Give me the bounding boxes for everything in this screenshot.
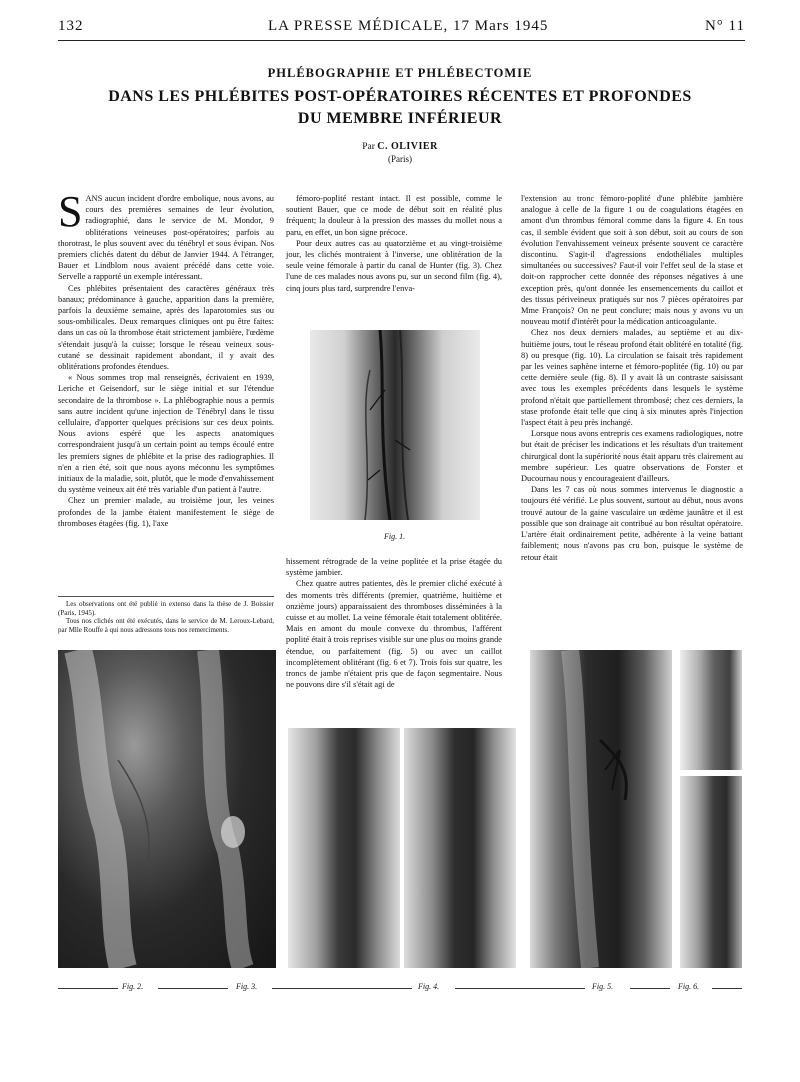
- caption-rule: [712, 988, 742, 989]
- column-2-continued: [286, 556, 502, 690]
- figure-1-radiograph: [310, 330, 480, 520]
- figure-2-radiograph: [58, 650, 276, 968]
- col1-paragraph-4: Chez un premier malade, au troisième jour, les veines profondes de la jambe étaient manifestement le siège de thromboses étagées (fig. 1), l'axe: [58, 496, 274, 528]
- figure-3-caption: Fig. 3.: [236, 982, 258, 991]
- figure-2-caption: Fig. 2.: [122, 982, 144, 991]
- col3-paragraph-3: Lorsque nous avons entrepris ces examens radiologiques, notre but était de préciser les indications et les résultats d'un traitement chirurgical dont la supériorité nous était apparu très clairement au membre supérieur. Les quatre observations de Forster et Ducournau nous y encourageaient d'ailleurs.: [521, 429, 743, 484]
- footnote-2: Tous nos clichés ont été exécutés, dans le service de M. Leroux-Lebard, par Mlle Rouffe à qui nous adressons tous nos remerciments.: [58, 617, 274, 634]
- figure-6-radiograph-top: [680, 650, 742, 770]
- column-3: [521, 193, 743, 563]
- col2-paragraph-3: hissement rétrograde de la veine poplitée et la prise étagée du système jambier.: [286, 557, 502, 578]
- caption-rule: [630, 988, 670, 989]
- col3-paragraph-4: Dans les 7 cas où nous sommes intervenus le diagnostic a toujours été vérifié. Le plus souvent, surtout au début, nous avons trouvé autour de la gaine vasculaire un œdème jaunâtre et il est possible que son drainage ait contribué au bon résultat opératoire. L'artère était ordinairement petite, adhérente à la veine battant faiblement; nous n'avons pas cru bon, puisque le système de retour était: [521, 485, 743, 562]
- journal-name: LA PRESSE MÉDICALE, 17 Mars 1945: [268, 18, 549, 34]
- figure-1-caption: Fig. 1.: [384, 532, 406, 541]
- col2-paragraph-4: Chez quatre autres patientes, dès le premier cliché exécuté à des moments très différents (premier, quatrième, huitième et onzième jours) apparaissaient des thromboses disséminées à la cuisse et au mollet. La veine fémorale était totalement oblitérée. Mais en amont du moule convexe du thrombus, l'afférent poplité était à trois reprises visible sur une plus ou moins grande étendue, ou parfaitement (fig. 5) ou avec un caillot incomplètement oblitérant (fig. 6 et 7). Trois fois sur quatre, les troncs de jambe n'étaient pris que de façon segmentaire. Nous ne pouvons dire s'il s'était agi de: [286, 579, 502, 690]
- figure-3-radiograph: [288, 728, 400, 968]
- column-1: [58, 187, 274, 529]
- issue-number: N° 11: [704, 18, 745, 34]
- column-2: [286, 193, 502, 294]
- author-name: C. OLIVIER: [377, 141, 438, 152]
- caption-rule: [158, 988, 228, 989]
- byline: [0, 141, 800, 152]
- col3-paragraph-2: Chez nos deux derniers malades, au septième et au dix-huitième jours, tout le réseau profond était oblitéré en totalité (fig. 8) ou presque (fig. 10). La circulation se faisait très rapidement par les veines saphène interne et fémoro-poplitée (fig. 10) ou par cette dernière seule (fig. 8). Il y avait là un contraste saisissant avec tous les exemples précédents dans lesquels le système profond n'était que partiellement thrombosé; chez ces derniers, la stase profonde était telle que cinq à six minutes après l'injection l'aspect était à peu près inchangé.: [521, 328, 743, 428]
- figure-2-bones: [58, 650, 276, 968]
- author-city: (Paris): [388, 154, 412, 164]
- drop-cap: S: [58, 187, 83, 236]
- figure-5-vessels: [530, 650, 672, 968]
- footnote-1: Les observations ont été publié in extenso dans la thèse de J. Boissier (Paris, 1945).: [58, 600, 274, 617]
- col1-paragraph-1: ANS aucun incident d'ordre embolique, nous avons, au cours des premières semaines de leur évolution, radiographié, dans le service de M. Mondor, 9 oblitérations veineuses post-opératoires; parfois au thorotrast, le plus souvent avec du ténébryl et sous évipan. Nos premiers clichés datent du début de Janvier 1944. A l'étranger, Bauer et Lindblom nous avaient précédé dans cette voie. Servelle a rapporté un exemple intéressant.: [58, 194, 274, 282]
- header-rule: [58, 40, 745, 41]
- caption-rule: [272, 988, 412, 989]
- article-title-line1: DANS LES PHLÉBITES POST-OPÉRATOIRES RÉCENTES ET PROFONDES: [108, 88, 692, 105]
- figure-6-radiograph: [680, 776, 742, 968]
- caption-rule: [58, 988, 118, 989]
- figure-5-radiograph: [530, 650, 672, 968]
- col1-paragraph-2: Ces phlébites présentaient des caractères généraux très banaux; prédominance à gauche, apparition dans la première, parfois la deuxième semaine, après des laparotomies sus ou sous-ombilicales. Deux remarques cliniques ont pu être faites: dans un cas où la thrombose était strictement jambière, l'œdème s'étendait jusqu'à la cuisse; lorsque le réseau veineux sous-cutané se dessinait rapidement abondant, il y avait des oblitérations profondes étendues.: [58, 283, 274, 372]
- figure-4-radiograph: [404, 728, 516, 968]
- figure-6-caption: Fig. 6.: [678, 982, 700, 991]
- col1-paragraph-3: « Nous sommes trop mal renseignés, écrivaient en 1939, Leriche et Geisendorf, sur le siège initial et sur l'étendue secondaire de la thrombose ». La phlébographie nous a permis sans autre incident qu'une injection de Ténébryl dans le tissu cellulaire, d'apporter quelques précisions sur ces deux points. Nous avions espéré que les aspects anatomiques correspondraient jusqu'à un certain point au temps écoulé entre les premiers signes de phlébite et la prise des radiographies. Il n'en a rien été, soit que nous ayons méconnu les symptômes initiaux de la maladie, soit, plutôt, que le mode d'envahissement du système veineux ait été très variable d'un patient à l'autre.: [58, 373, 274, 495]
- article-kicker: PHLÉBOGRAPHIE ET PHLÉBECTOMIE: [267, 66, 533, 80]
- caption-rule: [455, 988, 585, 989]
- figure-4-caption: Fig. 4.: [418, 982, 440, 991]
- page-number: 132: [58, 18, 84, 34]
- author-prefix: Par: [362, 142, 375, 152]
- col2-paragraph-1: fémoro-poplité restant intact. Il est possible, comme le soutient Bauer, que ce mode de début soit en réalité plus fréquent; la douleur à la pression des masses du mollet nous a paru, en effet, un bon signe précoce.: [286, 194, 502, 237]
- article-title-line2: DU MEMBRE INFÉRIEUR: [297, 110, 503, 127]
- running-header: [58, 18, 745, 40]
- figure-5-caption: Fig. 5.: [592, 982, 614, 991]
- col3-paragraph-1: l'extension au tronc fémoro-poplité d'une phlébite jambière analogue à celle de la figure 1 ou de coagulations étagées en amont d'un thrombus fémoral comme dans la figure 4. En tous cas, il semble évident que soit à son début, soit au cours de son évolution l'envahissement veineux présente souvent ce caractère discontinu. S'agit-il d'agressions endothéliales multiples simultanées ou successives? Faut-il voir l'effet seul de la stase et doit-on rapprocher cette donnée des réponses négatives à une exception près, qu'ont donnée les ensemencements du caillot et des tissus périveineux pratiqués sur nos 7 pièces opératoires par Mme François? On ne peut conclure; mais nous y avons vu un nouveau motif d'intérêt pour la médication anticoagulante.: [521, 194, 743, 327]
- footnote: [58, 596, 274, 634]
- col2-paragraph-2: Pour deux autres cas au quatorzième et au vingt-troisième jour, les clichés montraient à l'inverse, une oblitération de la seule veine fémorale à partir du canal de Hunter (fig. 3). Chez l'une de ces malades nous avons pu, sur un second film (fig. 4), cinq jours plus tard, surprendre l'enva-: [286, 238, 502, 293]
- figure-1-vessels: [310, 330, 480, 520]
